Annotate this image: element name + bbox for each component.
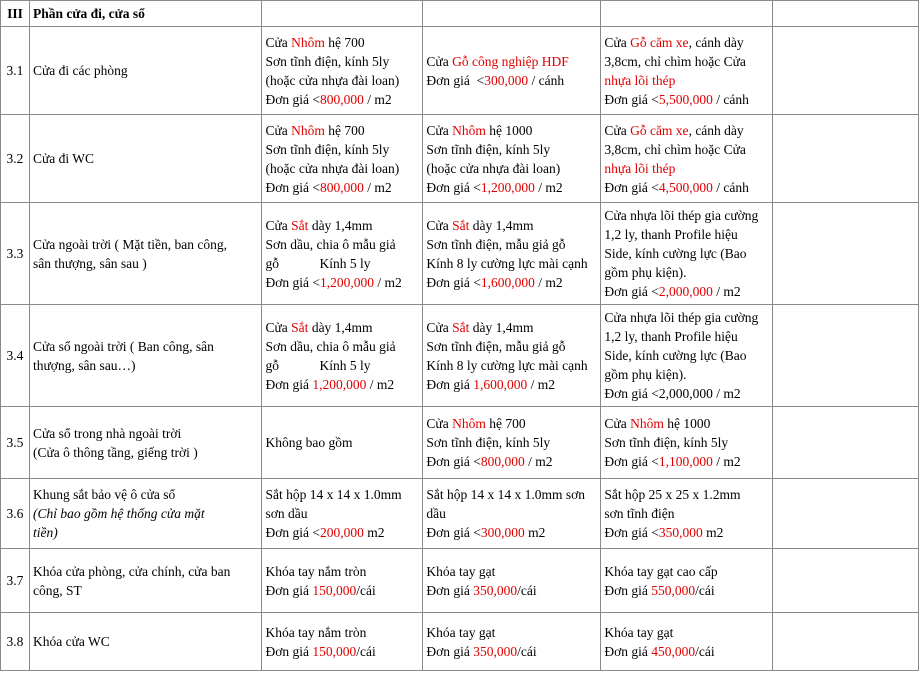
option-standard: [423, 203, 601, 305]
empty-cell: [423, 1, 601, 27]
text-segment: hệ 700: [485, 416, 526, 431]
text-segment: Sắt hộp 25 x 25 x 1.2mm: [604, 487, 741, 502]
text-segment: Sơn tĩnh điện, kính 5ly: [426, 435, 551, 450]
highlight-text: 1,600,000: [480, 274, 535, 290]
row-item-name: [29, 407, 261, 479]
text-line: [604, 225, 769, 244]
row-number: 3.8: [1, 613, 30, 671]
text-segment: Đơn giá: [265, 376, 313, 392]
text-segment: (hoặc cửa nhựa đài loan): [426, 160, 561, 176]
text-line: [265, 254, 419, 273]
text-line: [426, 159, 597, 178]
text-line: [604, 504, 769, 523]
empty-cell: [773, 613, 919, 671]
text-line: [604, 244, 769, 263]
text-segment: gồm phụ kiện).: [604, 265, 687, 280]
highlight-text: 150,000: [312, 582, 357, 598]
text-segment: , cánh dày: [688, 122, 744, 138]
text-line: Cửa sổ trong nhà ngoài trời: [32, 425, 182, 441]
text-line: [604, 581, 769, 600]
option-premium: [601, 613, 773, 671]
text-line: [604, 140, 769, 159]
text-line: [265, 216, 419, 235]
row-item-name: [29, 203, 261, 305]
text-line: [265, 337, 419, 356]
text-segment: Đơn giá <2,000,000 / m2: [604, 386, 741, 401]
text-segment: sơn dầu: [265, 506, 308, 521]
text-segment: Đơn giá <: [426, 179, 481, 195]
text-line: [265, 375, 419, 394]
text-segment: / cánh: [712, 91, 749, 107]
text-segment: / m2: [363, 179, 392, 195]
option-premium: [601, 479, 773, 549]
text-segment: Đơn giá <: [265, 179, 320, 195]
highlight-text: 350,000: [473, 582, 518, 598]
text-segment: Đơn giá <: [604, 525, 659, 540]
row-number: 3.5: [1, 407, 30, 479]
text-line: [604, 523, 769, 542]
row-item-name: [29, 479, 261, 549]
text-segment: Sơn tĩnh điện, kính 5ly: [426, 141, 551, 157]
text-segment: / m2: [524, 454, 553, 469]
highlight-text: Nhôm: [452, 416, 486, 431]
table-row: [1, 27, 919, 115]
text-line: Khóa cửa WC: [32, 634, 110, 649]
text-line: [265, 581, 419, 600]
highlight-text: 350,000: [473, 643, 518, 659]
highlight-text: 200,000: [319, 525, 364, 540]
text-segment: Side, kính cường lực (Bao: [604, 348, 747, 363]
empty-cell: [773, 27, 919, 115]
text-segment: hệ 700: [324, 34, 365, 50]
text-line: [265, 433, 419, 452]
highlight-text: Sắt: [452, 217, 470, 233]
text-segment: Đơn giá <: [604, 91, 659, 107]
text-line: [426, 273, 597, 292]
table-row: [1, 549, 919, 613]
text-segment: Sơn tĩnh điện, kính 5ly: [265, 141, 390, 157]
text-line: Cửa đi WC: [32, 151, 95, 166]
text-line: [604, 414, 769, 433]
text-segment: Đơn giá: [265, 582, 313, 598]
empty-cell: [773, 407, 919, 479]
text-segment: Sơn tĩnh điện, mẫu giả gỗ: [426, 236, 566, 252]
highlight-text: Nhôm: [291, 122, 325, 138]
text-segment: /cái: [695, 582, 715, 598]
text-line: [604, 52, 769, 71]
highlight-text: Nhôm: [630, 416, 664, 431]
text-line: [426, 452, 597, 471]
text-segment: Cửa: [604, 416, 631, 431]
option-premium: [601, 27, 773, 115]
text-line: Cửa ngoài trời ( Mặt tiền, ban công,: [32, 236, 228, 252]
row-number: 3.2: [1, 115, 30, 203]
text-line: [426, 504, 597, 523]
text-line: [426, 485, 597, 504]
text-segment: Cửa nhựa lõi thép gia cường: [604, 208, 759, 223]
text-line: [426, 356, 597, 375]
text-line: [265, 33, 419, 52]
text-line: thượng, sân sau…): [32, 357, 136, 373]
highlight-text: 300,000: [484, 72, 529, 88]
text-line: [604, 623, 769, 642]
text-line: [604, 263, 769, 282]
text-line: [426, 523, 597, 542]
text-line: [265, 121, 419, 140]
text-segment: / m2: [534, 179, 563, 195]
highlight-text: 4,500,000: [658, 179, 713, 195]
text-line: [265, 178, 419, 197]
text-segment: Đơn giá <: [426, 274, 481, 290]
text-segment: / m2: [712, 284, 741, 299]
highlight-text: 800,000: [319, 91, 364, 107]
option-standard: [423, 549, 601, 613]
text-segment: m2: [524, 525, 546, 540]
text-segment: Khóa tay gạt: [426, 624, 496, 640]
text-line: Khung sắt bảo vệ ô cửa sổ: [32, 487, 176, 502]
row-item-name: [29, 115, 261, 203]
text-segment: dày 1,4mm: [308, 217, 373, 233]
text-segment: gỗ Kính 5 ly: [265, 357, 371, 373]
text-segment: 1,2 ly, thanh Profile hiệu: [604, 227, 738, 242]
text-segment: 3,8cm, chỉ chìm hoặc Cửa: [604, 53, 746, 69]
text-segment: Đơn giá <: [604, 284, 659, 299]
table-row: [1, 203, 919, 305]
table-row: [1, 305, 919, 407]
text-line: [426, 71, 597, 90]
text-segment: Đơn giá <: [265, 274, 320, 290]
text-segment: Khóa tay nắm tròn: [265, 563, 367, 579]
option-basic: [262, 407, 423, 479]
text-line: [426, 140, 597, 159]
text-line: [265, 71, 419, 90]
text-line: Khóa cửa phòng, cửa chính, cửa ban: [32, 563, 231, 579]
text-line: [265, 523, 419, 542]
option-basic: [262, 613, 423, 671]
text-segment: hệ 1000: [485, 122, 533, 138]
text-segment: Sắt hộp 14 x 14 x 1.0mm: [265, 487, 402, 502]
text-segment: Cửa: [265, 217, 292, 233]
text-line: [426, 337, 597, 356]
text-segment: (hoặc cửa nhựa đài loan): [265, 160, 400, 176]
highlight-text: Nhôm: [291, 34, 325, 50]
text-line: [426, 623, 597, 642]
option-standard: [423, 27, 601, 115]
text-line: [604, 346, 769, 365]
text-line: [265, 642, 419, 661]
highlight-text: 5,500,000: [658, 91, 713, 107]
text-segment: /cái: [356, 582, 376, 598]
highlight-text: nhựa lõi thép: [604, 160, 676, 176]
text-line: [604, 33, 769, 52]
text-segment: Khóa tay nắm tròn: [265, 624, 367, 640]
option-standard: [423, 115, 601, 203]
row-item-name: [29, 305, 261, 407]
text-segment: Đơn giá <: [265, 525, 320, 540]
row-number: 3.6: [1, 479, 30, 549]
text-segment: hệ 1000: [663, 416, 711, 431]
text-line: [265, 273, 419, 292]
text-segment: Khóa tay gạt: [604, 624, 674, 640]
text-segment: / cánh: [528, 72, 565, 88]
row-item-name: [29, 549, 261, 613]
text-segment: /cái: [356, 643, 376, 659]
option-basic: [262, 203, 423, 305]
empty-cell: [773, 305, 919, 407]
text-line: [604, 452, 769, 471]
text-segment: Sơn dầu, chia ô mẫu giả: [265, 236, 396, 252]
text-segment: Đơn giá <: [426, 454, 481, 469]
text-segment: Đơn giá <: [265, 91, 320, 107]
text-segment: / m2: [363, 91, 392, 107]
text-line: [604, 308, 769, 327]
text-line: sân thượng, sân sau ): [32, 255, 147, 271]
text-line: [604, 282, 769, 301]
text-segment: sơn tĩnh điện: [604, 506, 675, 521]
text-segment: Kính 8 ly cường lực mài cạnh: [426, 357, 588, 373]
text-segment: Cửa: [426, 122, 453, 138]
text-segment: Đơn giá <: [426, 525, 481, 540]
text-line: Cửa đi các phòng: [32, 63, 128, 78]
highlight-text: Sắt: [452, 319, 470, 335]
highlight-text: Sắt: [291, 319, 309, 335]
empty-cell: [773, 549, 919, 613]
text-line: [265, 52, 419, 71]
text-line: [604, 642, 769, 661]
text-line: [426, 414, 597, 433]
text-segment: Cửa: [265, 34, 292, 50]
text-line: [604, 485, 769, 504]
text-segment: gồm phụ kiện).: [604, 367, 687, 382]
text-segment: dày 1,4mm: [469, 217, 534, 233]
text-segment: hệ 700: [324, 122, 365, 138]
text-segment: Không bao gồm: [265, 435, 353, 450]
highlight-text: Gỗ căm xe: [630, 34, 689, 50]
highlight-text: 300,000: [480, 525, 525, 540]
text-segment: Đơn giá: [265, 643, 313, 659]
text-line: [604, 327, 769, 346]
text-segment: Đơn giá: [604, 643, 652, 659]
text-line: [604, 71, 769, 90]
text-segment: / m2: [527, 376, 556, 392]
section-number: III: [1, 1, 30, 27]
text-line: [426, 562, 597, 581]
text-line: [265, 235, 419, 254]
text-line: [604, 206, 769, 225]
text-line: [265, 623, 419, 642]
text-line: công, ST: [32, 582, 82, 598]
text-line: [604, 365, 769, 384]
option-standard: [423, 407, 601, 479]
highlight-text: Sắt: [291, 217, 309, 233]
row-number: 3.4: [1, 305, 30, 407]
text-segment: Cửa: [604, 122, 631, 138]
text-line: [265, 504, 419, 523]
text-segment: Đơn giá <: [604, 454, 659, 469]
text-segment: dày 1,4mm: [469, 319, 534, 335]
text-segment: Cửa: [426, 416, 453, 431]
option-basic: [262, 115, 423, 203]
option-basic: [262, 305, 423, 407]
highlight-text: 800,000: [480, 454, 525, 469]
section-title: Phần cửa đi, cửa sổ: [29, 1, 261, 27]
text-segment: Cửa: [265, 319, 292, 335]
highlight-text: 800,000: [319, 179, 364, 195]
text-segment: , cánh dày: [688, 34, 744, 50]
empty-cell: [262, 1, 423, 27]
text-segment: Cửa: [426, 319, 453, 335]
text-segment: Side, kính cường lực (Bao: [604, 246, 747, 261]
text-segment: Sơn dầu, chia ô mẫu giả: [265, 338, 396, 354]
option-standard: [423, 613, 601, 671]
text-segment: m2: [702, 525, 724, 540]
text-line: [265, 356, 419, 375]
highlight-text: nhựa lõi thép: [604, 72, 676, 88]
option-premium: [601, 549, 773, 613]
text-line: [426, 216, 597, 235]
text-segment: dày 1,4mm: [308, 319, 373, 335]
text-segment: gỗ Kính 5 ly: [265, 255, 371, 271]
empty-cell: [773, 479, 919, 549]
text-segment: Cửa: [265, 122, 292, 138]
text-line: [604, 90, 769, 109]
text-segment: Đơn giá: [604, 582, 652, 598]
row-item-name: [29, 613, 261, 671]
table-row: [1, 479, 919, 549]
text-segment: /cái: [517, 643, 537, 659]
text-segment: 3,8cm, chỉ chìm hoặc Cửa: [604, 141, 746, 157]
table-row: [1, 613, 919, 671]
text-line: [426, 235, 597, 254]
highlight-text: 2,000,000: [658, 284, 713, 299]
section-header-row: [1, 1, 919, 27]
text-line: tiền): [32, 525, 58, 540]
text-line: [604, 121, 769, 140]
text-segment: Sơn tĩnh điện, kính 5ly: [604, 435, 729, 450]
text-line: [265, 140, 419, 159]
highlight-text: Gỗ công nghiệp HDF: [452, 53, 569, 69]
text-line: Cửa sổ ngoài trời ( Ban công, sân: [32, 338, 214, 354]
text-segment: Cửa nhựa lõi thép gia cường: [604, 310, 759, 325]
text-segment: /cái: [517, 582, 537, 598]
text-segment: Đơn giá: [426, 376, 474, 392]
text-segment: Đơn giá <: [604, 179, 659, 195]
text-line: [426, 642, 597, 661]
highlight-text: 450,000: [651, 643, 696, 659]
text-line: [426, 178, 597, 197]
highlight-text: 1,100,000: [658, 454, 713, 469]
text-line: [604, 159, 769, 178]
text-segment: Đơn giá: [426, 643, 474, 659]
text-segment: / cánh: [712, 179, 749, 195]
row-number: 3.1: [1, 27, 30, 115]
highlight-text: 1,200,000: [480, 179, 535, 195]
highlight-text: 350,000: [658, 525, 703, 540]
option-standard: [423, 305, 601, 407]
text-line: [426, 121, 597, 140]
empty-cell: [773, 1, 919, 27]
option-premium: [601, 305, 773, 407]
highlight-text: 550,000: [651, 582, 696, 598]
text-line: [604, 562, 769, 581]
row-number: 3.3: [1, 203, 30, 305]
row-item-name: [29, 27, 261, 115]
text-segment: Đơn giá: [426, 582, 474, 598]
highlight-text: 1,200,000: [319, 274, 374, 290]
text-line: [426, 581, 597, 600]
text-line: [265, 159, 419, 178]
text-segment: Khóa tay gạt cao cấp: [604, 563, 718, 579]
text-segment: / m2: [366, 376, 395, 392]
row-item-title: [33, 485, 258, 504]
table-row: [1, 115, 919, 203]
option-premium: [601, 407, 773, 479]
option-basic: [262, 549, 423, 613]
text-line: [265, 562, 419, 581]
text-segment: Sắt hộp 14 x 14 x 1.0mm sơn: [426, 487, 586, 502]
text-segment: Cửa: [426, 217, 453, 233]
table-row: [1, 407, 919, 479]
text-segment: (hoặc cửa nhựa đài loan): [265, 72, 400, 88]
empty-cell: [601, 1, 773, 27]
text-segment: Sơn tĩnh điện, kính 5ly: [265, 53, 390, 69]
text-segment: Sơn tĩnh điện, mẫu giả gỗ: [426, 338, 566, 354]
text-line: [426, 52, 597, 71]
text-line: [265, 485, 419, 504]
text-line: [265, 90, 419, 109]
empty-cell: [773, 203, 919, 305]
text-segment: / m2: [373, 274, 402, 290]
text-segment: Cửa: [426, 53, 453, 69]
text-line: [604, 178, 769, 197]
option-basic: [262, 27, 423, 115]
text-line: [426, 375, 597, 394]
text-segment: 1,2 ly, thanh Profile hiệu: [604, 329, 738, 344]
text-line: [604, 384, 769, 403]
text-segment: dầu: [426, 506, 446, 521]
text-segment: Đơn giá <: [426, 72, 485, 88]
text-line: [265, 318, 419, 337]
option-premium: [601, 203, 773, 305]
text-segment: m2: [363, 525, 385, 540]
option-standard: [423, 479, 601, 549]
text-line: [426, 318, 597, 337]
text-line: [426, 254, 597, 273]
row-number: 3.7: [1, 549, 30, 613]
text-segment: Kính 8 ly cường lực mài cạnh: [426, 255, 588, 271]
text-line: (Chỉ bao gồm hệ thống cửa mặt: [32, 506, 205, 521]
text-segment: Khóa tay gạt: [426, 563, 496, 579]
highlight-text: 1,200,000: [312, 376, 367, 392]
highlight-text: Nhôm: [452, 122, 486, 138]
text-segment: / m2: [712, 454, 741, 469]
text-segment: /cái: [695, 643, 715, 659]
empty-cell: [773, 115, 919, 203]
option-premium: [601, 115, 773, 203]
text-segment: Cửa: [604, 34, 631, 50]
text-line: [604, 433, 769, 452]
text-line: (Cửa ô thông tầng, giếng trời ): [32, 444, 198, 460]
highlight-text: Gỗ căm xe: [630, 122, 689, 138]
row-item-note: [33, 504, 258, 542]
option-basic: [262, 479, 423, 549]
highlight-text: 1,600,000: [473, 376, 528, 392]
highlight-text: 150,000: [312, 643, 357, 659]
text-line: [426, 433, 597, 452]
text-segment: / m2: [534, 274, 563, 290]
